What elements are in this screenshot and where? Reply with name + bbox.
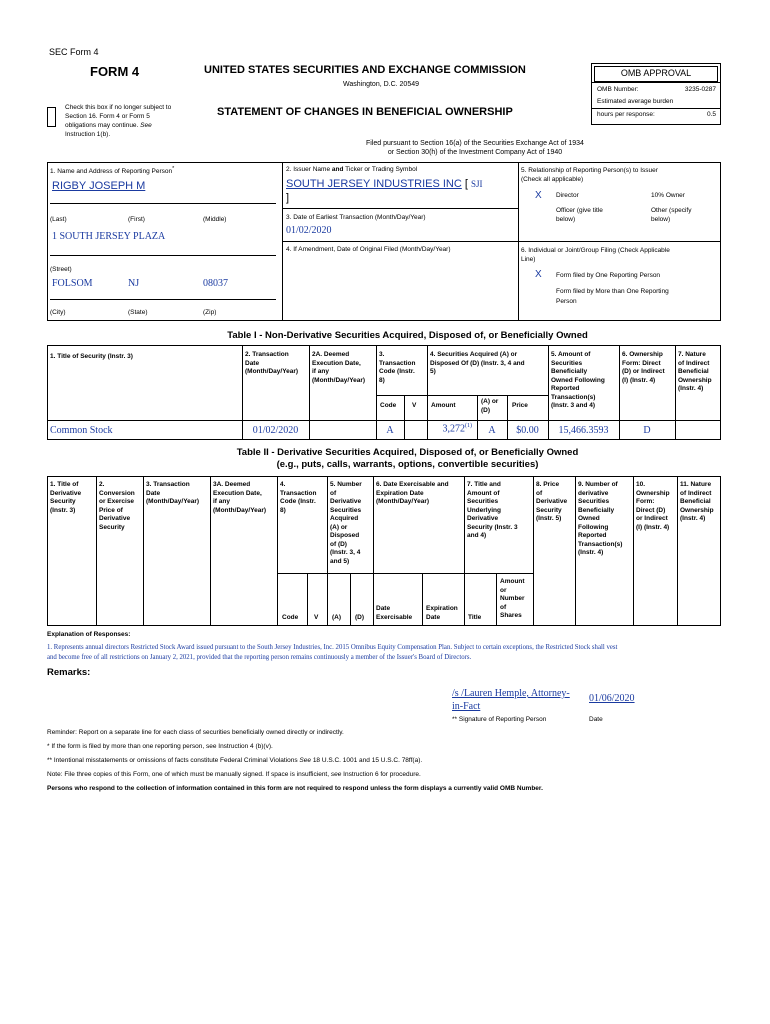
- box6-label: 6. Individual or Joint/Group Filing (Check Applicable Line): [521, 247, 670, 263]
- sec-form-label: SEC Form 4: [49, 47, 99, 57]
- state-label: (State): [128, 309, 148, 316]
- first-label: (First): [128, 216, 145, 223]
- other-label: Other (specify below): [651, 207, 692, 223]
- t2-h8: 8. Price of Derivative Security (Instr. 5): [536, 481, 568, 522]
- table1-title: Table I - Non-Derivative Securities Acquired, Disposed of, or Beneficially Owned: [227, 330, 588, 341]
- statement-title: STATEMENT OF CHANGES IN BENEFICIAL OWNERSHIP: [217, 106, 513, 118]
- no-longer-subject-checkbox[interactable]: [47, 107, 56, 127]
- t2-sub-code: Code: [282, 614, 299, 621]
- omb-hours-label: hours per response:: [597, 111, 655, 118]
- remarks-label: Remarks:: [47, 667, 91, 678]
- omb-number-label: OMB Number:: [597, 86, 639, 93]
- reporting-person-name[interactable]: RIGBY JOSEPH M: [52, 180, 146, 192]
- t1-row-ad: A: [488, 425, 496, 436]
- t1-h2a: 2A. Deemed Execution Date, if any (Month/Day/Year): [312, 351, 366, 384]
- box5-label: 5. Relationship of Reporting Person(s) to Issuer (Check all applicable): [521, 167, 658, 183]
- t2-h6: 6. Date Exercisable and Expiration Date (Month/Day/Year): [376, 481, 449, 505]
- t1-h5: 5. Amount of Securities Beneficially Owned Following Reported Transaction(s) (Instr. 3 and 4): [551, 351, 605, 409]
- omb-number-value: 3235-0287: [684, 86, 716, 93]
- t1-sub-price: Price: [512, 402, 528, 409]
- middle-label: (Middle): [203, 216, 227, 223]
- ten-pct-owner-label: 10% Owner: [651, 192, 685, 199]
- commission-title: UNITED STATES SECURITIES AND EXCHANGE COMMISSION: [204, 64, 526, 76]
- explanation-text: 1. Represents annual directors Restricted Stock Award issued pursuant to the South Jersey Industries, Inc. 2015 Omnibus Equity Compensation Plan. Subject to certain exceptions, the Restricted Stock shall vest and become free of all restrictions on January 2, 2021, provided that the reporting person remains continuously a member of the Issuer's Board of Directors.: [47, 644, 618, 661]
- t1-h4: 4. Securities Acquired (A) or Disposed Of (D) (Instr. 3, 4 and 5): [430, 351, 525, 375]
- omb-title: OMB APPROVAL: [594, 66, 718, 82]
- t2-sub-a: (A): [332, 614, 342, 621]
- one-person-check[interactable]: X: [535, 269, 542, 280]
- state-value: NJ: [128, 278, 140, 289]
- t2-sub-title: Title: [468, 614, 482, 621]
- box1-label: 1. Name and Address of Reporting Person*: [50, 166, 175, 176]
- director-label: Director: [556, 192, 579, 199]
- t2-sub-expiration: Expiration Date: [426, 605, 458, 621]
- t1-sub-ad: (A) or (D): [481, 398, 499, 414]
- t2-h10: 10. Ownership Form: Direct (D) or Indirect (I) (Instr. 4): [636, 481, 670, 531]
- t2-h1: 1. Title of Derivative Security (Instr. 3): [50, 481, 82, 514]
- t1-h7: 7. Nature of Indirect Beneficial Ownership (Instr. 4): [678, 351, 712, 392]
- t2-h7: 7. Title and Amount of Securities Underlying Derivative Security (Instr. 3 and 4): [467, 481, 518, 539]
- box4-label: 4. If Amendment, Date of Original Filed (Month/Day/Year): [286, 246, 451, 253]
- one-person-label: Form filed by One Reporting Person: [556, 272, 661, 279]
- omb-approval-box: [591, 63, 721, 125]
- signature-date: 01/06/2020: [589, 693, 635, 704]
- city-value: FOLSOM: [52, 278, 93, 289]
- t1-sub-v: V: [412, 402, 417, 409]
- t1-row-title: Common Stock: [50, 425, 113, 436]
- t1-sub-amount: Amount: [431, 402, 456, 409]
- commission-address: Washington, D.C. 20549: [343, 81, 420, 88]
- more-person-label: Form filed by More than One Reporting Person: [556, 288, 669, 305]
- street-value: 1 SOUTH JERSEY PLAZA: [52, 231, 166, 242]
- t1-h3: 3. Transaction Code (Instr. 8): [379, 351, 416, 384]
- city-label: (City): [50, 309, 66, 316]
- director-check[interactable]: X: [535, 190, 542, 201]
- t2-h2: 2. Conversion or Exercise Price of Derivative Security: [99, 481, 135, 531]
- t1-row-price: $0.00: [516, 425, 539, 436]
- t2-h4: 4. Transaction Code (Instr. 8): [280, 481, 317, 514]
- t1-row-code: A: [386, 425, 394, 436]
- note-3: Note: File three copies of this Form, one of which must be manually signed. If space is insufficient, see Instruction 6 for procedure.: [47, 771, 421, 778]
- signature-name[interactable]: /s /Lauren Hemple, Attorney- in-Fact: [452, 688, 570, 712]
- box3-label: 3. Date of Earliest Transaction (Month/Day/Year): [286, 214, 426, 221]
- t1-row-date: 01/02/2020: [252, 425, 299, 436]
- t1-h1: 1. Title of Security (Instr. 3): [50, 353, 133, 360]
- t2-h9: 9. Number of derivative Securities Beneficially Owned Following Reported Transaction(s) (Instr. 4): [578, 481, 623, 556]
- t2-sub-amount: Amount or Number of Shares: [500, 578, 525, 619]
- table2-title: Table II - Derivative Securities Acquired, Disposed of, or Beneficially Owned (e.g., puts, calls, warrants, options, convertible securities): [236, 447, 579, 470]
- note-1: * If the form is filed by more than one reporting person, see Instruction 4 (b)(v).: [47, 743, 273, 750]
- t1-row-owned: 15,466.3593: [558, 425, 609, 436]
- explanation-label: Explanation of Responses:: [47, 631, 131, 638]
- t1-h2: 2. Transaction Date (Month/Day/Year): [245, 351, 299, 375]
- t1-h6: 6. Ownership Form: Direct (D) or Indirect (I) (Instr. 4): [622, 351, 665, 384]
- box2-label: 2. Issuer Name and Ticker or Trading Symbol: [286, 166, 418, 173]
- note-2: ** Intentional misstatements or omissions of facts constitute Federal Criminal Violations See 18 U.S.C. 1001 and 15 U.S.C. 78ff(a).: [47, 757, 423, 764]
- signature-label: ** Signature of Reporting Person: [452, 716, 547, 723]
- t1-sub-code: Code: [380, 402, 397, 409]
- zip-value: 08037: [203, 278, 228, 289]
- zip-label: (Zip): [203, 309, 217, 316]
- t2-sub-date-exercisable: Date Exercisable: [376, 605, 413, 621]
- filed-pursuant: Filed pursuant to Section 16(a) of the Securities Exchange Act of 1934 or Section 30(h) of the Investment Company Act of 1940: [366, 140, 584, 156]
- t2-sub-v: V: [314, 614, 319, 621]
- t1-row-form: D: [643, 425, 651, 436]
- reminder-text: Reminder: Report on a separate line for each class of securities beneficially owned directly or indirectly.: [47, 729, 344, 736]
- t2-sub-d: (D): [355, 614, 365, 621]
- t2-h11: 11. Nature of Indirect Beneficial Ownership (Instr. 4): [680, 481, 714, 522]
- last-label: (Last): [50, 216, 67, 223]
- date-label: Date: [589, 716, 603, 723]
- issuer-name[interactable]: SOUTH JERSEY INDUSTRIES INC [ SJI ]: [286, 178, 483, 204]
- persons-notice: Persons who respond to the collection of information contained in this form are not required to respond unless the form displays a currently valid OMB Number.: [47, 785, 543, 792]
- officer-label: Officer (give title below): [556, 207, 603, 223]
- t2-h3a: 3A. Deemed Execution Date, if any (Month/Day/Year): [213, 481, 267, 514]
- checkbox-instructions: Check this box if no longer subject to Section 16. Form 4 or Form 5 obligations may continue. See Instruction 1(b).: [65, 104, 172, 138]
- street-label: (Street): [50, 266, 72, 273]
- t1-row-amount: 3,272$^{(1)}$: [442, 423, 472, 435]
- omb-burden-label: Estimated average burden: [597, 98, 674, 105]
- form-title: FORM 4: [90, 64, 140, 79]
- omb-hours-value: 0.5: [706, 111, 716, 118]
- t2-h5: 5. Number of Derivative Securities Acquired (A) or Disposed of (D) (Instr. 3, 4 and 5): [330, 481, 362, 565]
- earliest-transaction-date: 01/02/2020: [286, 225, 332, 236]
- t2-h3: 3. Transaction Date (Month/Day/Year): [146, 481, 200, 505]
